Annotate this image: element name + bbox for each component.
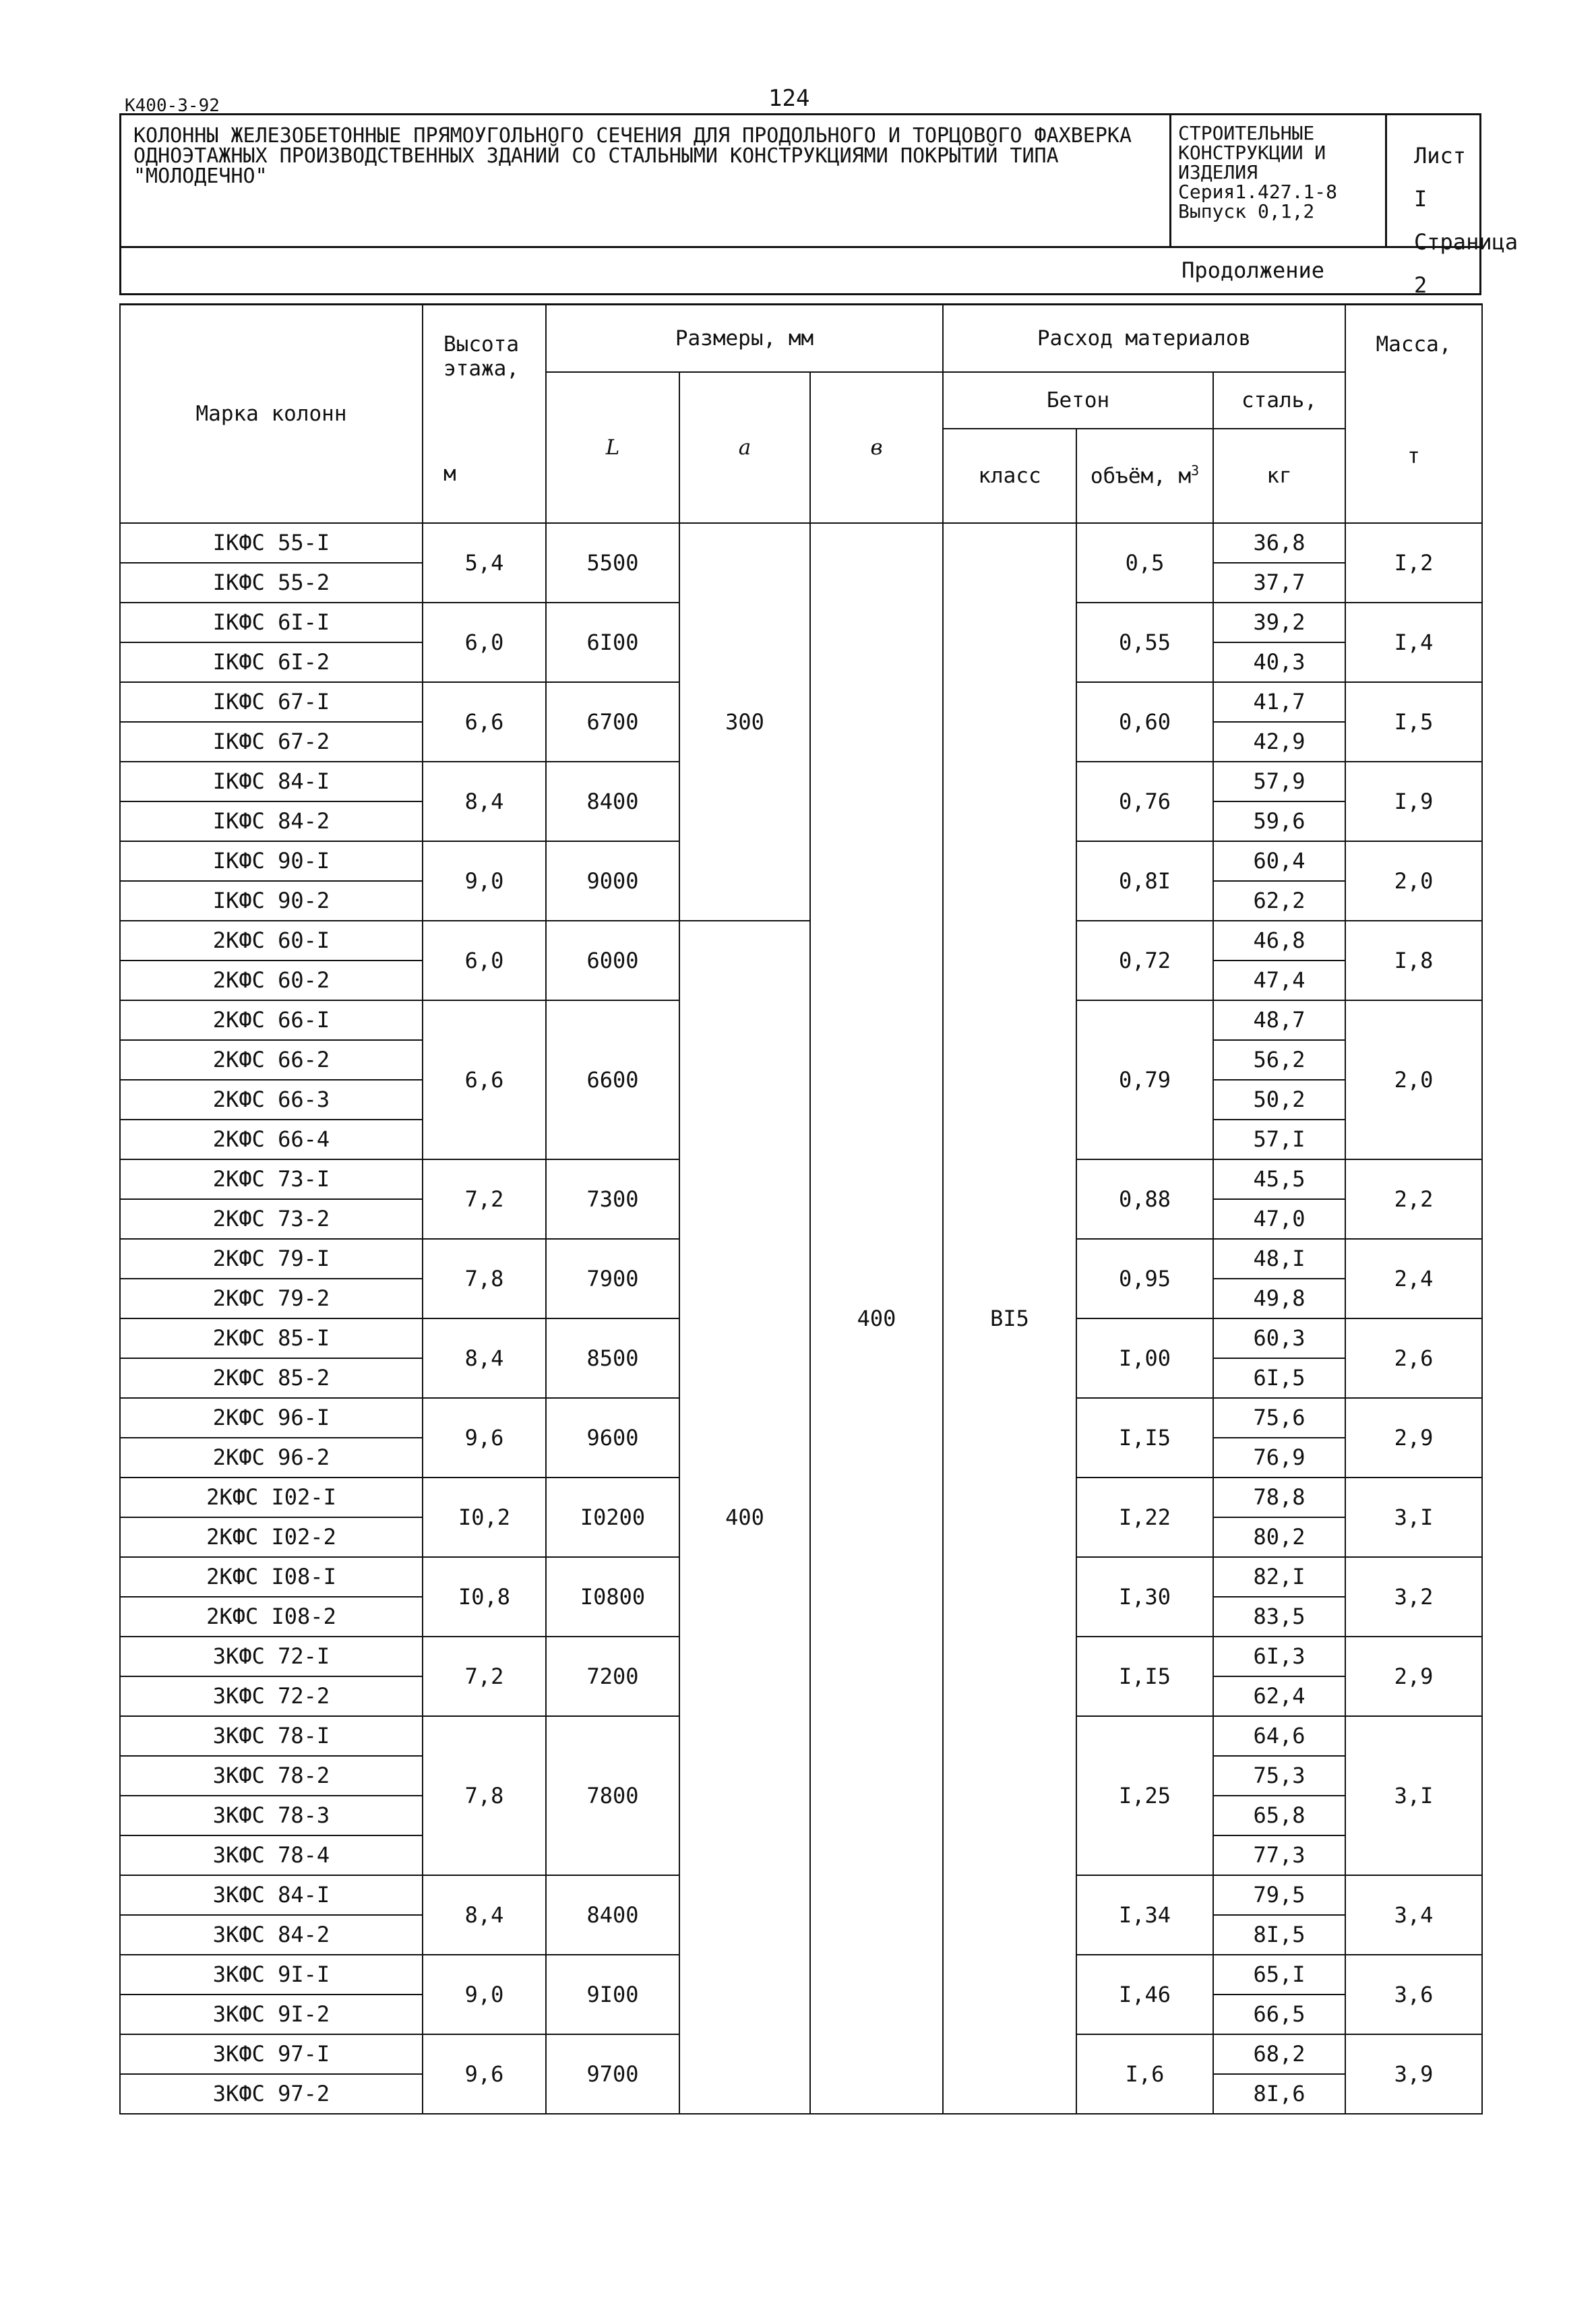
steel-cell: 8I,5 xyxy=(1213,1915,1345,1955)
mass-cell: I,9 xyxy=(1345,762,1482,841)
header-materials: Расход материалов xyxy=(943,305,1345,372)
volume-cell: 0,55 xyxy=(1076,603,1213,682)
height-cell: 9,0 xyxy=(423,841,546,921)
volume-cell: 0,60 xyxy=(1076,682,1213,762)
height-cell: 9,6 xyxy=(423,2034,546,2114)
steel-cell: 48,I xyxy=(1213,1239,1345,1279)
height-cell: 6,6 xyxy=(423,682,546,762)
height-cell: 6,0 xyxy=(423,921,546,1000)
steel-cell: 77,3 xyxy=(1213,1835,1345,1875)
continuation-label: Продолжение xyxy=(1181,257,1324,283)
mass-cell: I,8 xyxy=(1345,921,1482,1000)
series-line: КОНСТРУКЦИИ И xyxy=(1178,142,1326,164)
volume-cell: 0,8I xyxy=(1076,841,1213,921)
mass-cell: 2,6 xyxy=(1345,1318,1482,1398)
length-cell: 7200 xyxy=(546,1637,679,1716)
series-line: Выпуск 0,1,2 xyxy=(1178,200,1315,222)
mark-cell: 3КФС 78-I xyxy=(120,1716,423,1756)
mass-cell: 3,6 xyxy=(1345,1955,1482,2034)
length-cell: 9700 xyxy=(546,2034,679,2114)
mark-cell: 3КФС 78-2 xyxy=(120,1756,423,1796)
volume-cell: I,22 xyxy=(1076,1478,1213,1557)
table-row xyxy=(120,921,1482,961)
mark-cell: 3КФС 97-I xyxy=(120,2034,423,2074)
steel-cell: 39,2 xyxy=(1213,603,1345,642)
steel-cell: 37,7 xyxy=(1213,563,1345,603)
sheet-block xyxy=(1385,115,1518,298)
mark-cell: 2КФС 60-I xyxy=(120,921,423,961)
dim-a-cell: 300 xyxy=(679,523,810,921)
steel-cell: 83,5 xyxy=(1213,1597,1345,1637)
mark-cell: 2КФС 66-3 xyxy=(120,1080,423,1120)
volume-cell: I,30 xyxy=(1076,1557,1213,1637)
mark-cell: 2КФС I02-I xyxy=(120,1478,423,1517)
dim-a-cell: 400 xyxy=(679,921,810,2114)
mark-cell: IКФС 90-I xyxy=(120,841,423,881)
height-cell: 6,0 xyxy=(423,603,546,682)
mass-cell: 2,9 xyxy=(1345,1398,1482,1478)
steel-cell: 80,2 xyxy=(1213,1517,1345,1557)
mark-cell: IКФС 55-2 xyxy=(120,563,423,603)
sheet-label: Лист I xyxy=(1414,143,1467,212)
mass-cell: 2,0 xyxy=(1345,1000,1482,1159)
length-cell: 9I00 xyxy=(546,1955,679,2034)
height-cell: 7,2 xyxy=(423,1159,546,1239)
length-cell: 8400 xyxy=(546,1875,679,1955)
mark-cell: 2КФС I02-2 xyxy=(120,1517,423,1557)
mark-cell: 3КФС 78-3 xyxy=(120,1796,423,1835)
header-class: класс xyxy=(943,429,1076,523)
header-mass-unit: т xyxy=(1407,444,1420,468)
height-cell: 8,4 xyxy=(423,1875,546,1955)
steel-cell: 46,8 xyxy=(1213,921,1345,961)
volume-cell: I,6 xyxy=(1076,2034,1213,2114)
steel-cell: 75,6 xyxy=(1213,1398,1345,1438)
volume-cell: I,I5 xyxy=(1076,1398,1213,1478)
header-dims: Размеры, мм xyxy=(546,305,943,372)
length-cell: 9600 xyxy=(546,1398,679,1478)
steel-cell: 48,7 xyxy=(1213,1000,1345,1040)
header-concrete: Бетон xyxy=(943,372,1213,429)
mark-cell: IКФС 6I-2 xyxy=(120,642,423,682)
mark-cell: 3КФС 97-2 xyxy=(120,2074,423,2114)
header-height-label: Высота этажа, xyxy=(443,332,519,381)
volume-cell: 0,88 xyxy=(1076,1159,1213,1239)
steel-cell: 50,2 xyxy=(1213,1080,1345,1120)
class-cell: BI5 xyxy=(943,523,1076,2114)
volume-cell: I,I5 xyxy=(1076,1637,1213,1716)
steel-cell: 82,I xyxy=(1213,1557,1345,1597)
steel-cell: 75,3 xyxy=(1213,1756,1345,1796)
length-cell: 7900 xyxy=(546,1239,679,1318)
mark-cell: 2КФС 79-2 xyxy=(120,1279,423,1318)
table-row xyxy=(120,523,1482,563)
volume-cell: 0,95 xyxy=(1076,1239,1213,1318)
height-cell: 7,8 xyxy=(423,1716,546,1875)
mark-cell: IКФС 84-I xyxy=(120,762,423,801)
volume-cell: I,00 xyxy=(1076,1318,1213,1398)
mark-cell: 2КФС 73-2 xyxy=(120,1199,423,1239)
mass-cell: 3,I xyxy=(1345,1716,1482,1875)
length-cell: 7300 xyxy=(546,1159,679,1239)
length-cell: I0800 xyxy=(546,1557,679,1637)
mass-cell: 2,4 xyxy=(1345,1239,1482,1318)
height-cell: 7,8 xyxy=(423,1239,546,1318)
series-line: Серия1.427.1-8 xyxy=(1178,181,1338,203)
steel-cell: 62,2 xyxy=(1213,881,1345,921)
height-cell: 6,6 xyxy=(423,1000,546,1159)
volume-cell: 0,5 xyxy=(1076,523,1213,603)
mark-cell: 2КФС I08-2 xyxy=(120,1597,423,1637)
mark-cell: IКФС 84-2 xyxy=(120,801,423,841)
mark-cell: 2КФС I08-I xyxy=(120,1557,423,1597)
mark-cell: 3КФС 9I-I xyxy=(120,1955,423,1995)
header-dim-a: a xyxy=(679,372,810,523)
height-cell: 8,4 xyxy=(423,762,546,841)
steel-cell: 42,9 xyxy=(1213,722,1345,762)
mark-cell: 3КФС 78-4 xyxy=(120,1835,423,1875)
mark-cell: 2КФС 79-I xyxy=(120,1239,423,1279)
mass-cell: 3,2 xyxy=(1345,1557,1482,1637)
series-block xyxy=(1169,115,1385,246)
height-cell: I0,2 xyxy=(423,1478,546,1557)
header-mark: Марка колонн xyxy=(120,305,423,523)
steel-cell: 66,5 xyxy=(1213,1995,1345,2034)
steel-cell: 8I,6 xyxy=(1213,2074,1345,2114)
length-cell: 6000 xyxy=(546,921,679,1000)
header-steel: сталь, xyxy=(1213,372,1345,429)
mark-cell: IКФС 55-I xyxy=(120,523,423,563)
steel-cell: 47,0 xyxy=(1213,1199,1345,1239)
steel-cell: 41,7 xyxy=(1213,682,1345,722)
mass-cell: I,5 xyxy=(1345,682,1482,762)
height-cell: I0,8 xyxy=(423,1557,546,1637)
height-cell: 7,2 xyxy=(423,1637,546,1716)
mass-cell: 3,4 xyxy=(1345,1875,1482,1955)
mark-cell: IКФС 6I-I xyxy=(120,603,423,642)
mark-cell: 3КФС 84-2 xyxy=(120,1915,423,1955)
steel-cell: 59,6 xyxy=(1213,801,1345,841)
steel-cell: 68,2 xyxy=(1213,2034,1345,2074)
mark-cell: 2КФС 66-4 xyxy=(120,1120,423,1159)
mark-cell: 2КФС 96-2 xyxy=(120,1438,423,1478)
header-volume-sup: 3 xyxy=(1191,462,1200,479)
steel-cell: 56,2 xyxy=(1213,1040,1345,1080)
columns-table xyxy=(119,303,1483,2115)
volume-cell: 0,72 xyxy=(1076,921,1213,1000)
length-cell: 7800 xyxy=(546,1716,679,1875)
steel-cell: 65,8 xyxy=(1213,1796,1345,1835)
document-code: К400-3-92 xyxy=(125,96,220,116)
mark-cell: 2КФС 66-I xyxy=(120,1000,423,1040)
steel-cell: 76,9 xyxy=(1213,1438,1345,1478)
steel-cell: 40,3 xyxy=(1213,642,1345,682)
height-cell: 8,4 xyxy=(423,1318,546,1398)
steel-cell: 45,5 xyxy=(1213,1159,1345,1199)
steel-cell: 47,4 xyxy=(1213,961,1345,1000)
length-cell: 8500 xyxy=(546,1318,679,1398)
volume-cell: I,46 xyxy=(1076,1955,1213,2034)
volume-cell: 0,76 xyxy=(1076,762,1213,841)
header-mass-label: Масса, xyxy=(1376,332,1452,357)
mark-cell: IКФС 90-2 xyxy=(120,881,423,921)
mark-cell: 3КФС 84-I xyxy=(120,1875,423,1915)
volume-cell: I,34 xyxy=(1076,1875,1213,1955)
length-cell: 5500 xyxy=(546,523,679,603)
mark-cell: 2КФС 66-2 xyxy=(120,1040,423,1080)
mass-cell: 2,9 xyxy=(1345,1637,1482,1716)
steel-cell: 36,8 xyxy=(1213,523,1345,563)
page-label: Страница 2 xyxy=(1414,229,1518,298)
steel-cell: 6I,3 xyxy=(1213,1637,1345,1676)
steel-cell: 62,4 xyxy=(1213,1676,1345,1716)
steel-cell: 57,9 xyxy=(1213,762,1345,801)
height-cell: 5,4 xyxy=(423,523,546,603)
mass-cell: I,4 xyxy=(1345,603,1482,682)
mark-cell: 3КФС 72-2 xyxy=(120,1676,423,1716)
document-title: КОЛОННЫ ЖЕЛЕЗОБЕТОННЫЕ ПРЯМОУГОЛЬНОГО СЕЧЕНИЯ ДЛЯ ПРОДОЛЬНОГО И ТОРЦОВОГО ФАХВЕРКА ОДНОЭТАЖНЫХ ПРОИЗВОДСТВЕННЫХ ЗДАНИЙ СО СТАЛЬНЫМИ КОНСТРУКЦИЯМИ ПОКРЫТИЙ ТИПА "МОЛОДЕЧНО" xyxy=(133,124,1132,188)
height-cell: 9,6 xyxy=(423,1398,546,1478)
mark-cell: IКФС 67-2 xyxy=(120,722,423,762)
page-number: 124 xyxy=(768,85,810,112)
header-volume-label: объём, м xyxy=(1090,464,1192,489)
mark-cell: 2КФС 85-I xyxy=(120,1318,423,1358)
length-cell: 6600 xyxy=(546,1000,679,1159)
mass-cell: 3,I xyxy=(1345,1478,1482,1557)
mark-cell: 2КФС 96-I xyxy=(120,1398,423,1438)
steel-cell: 49,8 xyxy=(1213,1279,1345,1318)
mark-cell: 2КФС 85-2 xyxy=(120,1358,423,1398)
header-volume xyxy=(1076,429,1213,523)
mass-cell: I,2 xyxy=(1345,523,1482,603)
length-cell: 8400 xyxy=(546,762,679,841)
length-cell: 6700 xyxy=(546,682,679,762)
mass-cell: 2,0 xyxy=(1345,841,1482,921)
length-cell: I0200 xyxy=(546,1478,679,1557)
header-height-unit: м xyxy=(443,462,456,486)
steel-cell: 60,4 xyxy=(1213,841,1345,881)
steel-cell: 79,5 xyxy=(1213,1875,1345,1915)
mark-cell: IКФС 67-I xyxy=(120,682,423,722)
height-cell: 9,0 xyxy=(423,1955,546,2034)
volume-cell: I,25 xyxy=(1076,1716,1213,1875)
mass-cell: 2,2 xyxy=(1345,1159,1482,1239)
steel-cell: 60,3 xyxy=(1213,1318,1345,1358)
mark-cell: 3КФС 9I-2 xyxy=(120,1995,423,2034)
header-steel-unit: кг xyxy=(1213,429,1345,523)
mark-cell: 2КФС 60-2 xyxy=(120,961,423,1000)
mass-cell: 3,9 xyxy=(1345,2034,1482,2114)
length-cell: 9000 xyxy=(546,841,679,921)
header-height xyxy=(423,305,546,523)
mark-cell: 2КФС 73-I xyxy=(120,1159,423,1199)
series-line: СТРОИТЕЛЬНЫЕ xyxy=(1178,122,1315,144)
continuation-bar xyxy=(119,247,1481,295)
volume-cell: 0,79 xyxy=(1076,1000,1213,1159)
header-dim-l: L xyxy=(546,372,679,523)
steel-cell: 64,6 xyxy=(1213,1716,1345,1756)
steel-cell: 65,I xyxy=(1213,1955,1345,1995)
steel-cell: 78,8 xyxy=(1213,1478,1345,1517)
dim-b-cell: 400 xyxy=(810,523,943,2114)
mark-cell: 3КФС 72-I xyxy=(120,1637,423,1676)
table-body xyxy=(120,523,1482,2114)
steel-cell: 6I,5 xyxy=(1213,1358,1345,1398)
series-line: ИЗДЕЛИЯ xyxy=(1178,161,1258,183)
header-dim-b: в xyxy=(810,372,943,523)
length-cell: 6I00 xyxy=(546,603,679,682)
steel-cell: 57,I xyxy=(1213,1120,1345,1159)
header-mass xyxy=(1345,305,1482,523)
